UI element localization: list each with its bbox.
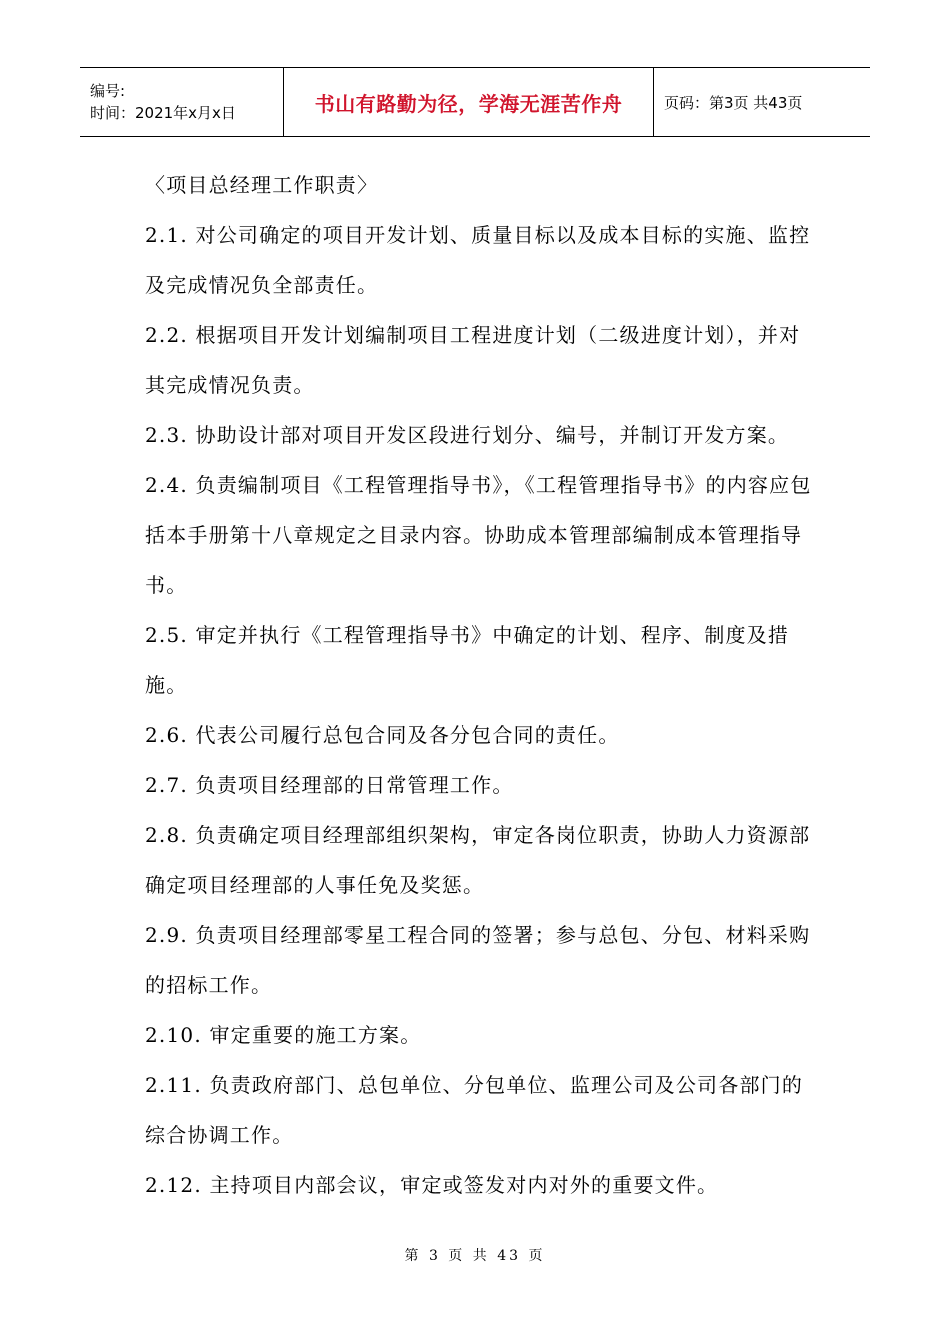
duty-item-2-9: 2.9. 负责项目经理部零星工程合同的签署；参与总包、分包、材料采购的招标工作。 bbox=[145, 923, 811, 997]
duty-item-2-5: 2.5. 审定并执行《工程管理指导书》中确定的计划、程序、制度及措施。 bbox=[145, 623, 790, 697]
duty-item-2-6: 2.6. 代表公司履行总包合同及各分包合同的责任。 bbox=[145, 723, 620, 747]
duty-item-2-12: 2.12. 主持项目内部会议，审定或签发对内对外的重要文件。 bbox=[145, 1173, 719, 1197]
header-page-info: 页码：第3页 共43页 bbox=[664, 93, 803, 112]
duty-item-2-7: 2.7. 负责项目经理部的日常管理工作。 bbox=[145, 773, 514, 797]
section-title: 〈项目总经理工作职责〉 bbox=[145, 173, 379, 197]
duty-item-2-3: 2.3. 协助设计部对项目开发区段进行划分、编号，并制订开发方案。 bbox=[145, 423, 790, 447]
header-meta bbox=[80, 68, 283, 136]
document-number-label: 编号: bbox=[90, 82, 126, 100]
page-footer: 第 3 页 共 43 页 bbox=[404, 1248, 546, 1264]
duty-item-2-4: 2.4. 负责编制项目《工程管理指导书》，《工程管理指导书》的内容应包括本手册第十八章规定之目录内容。协助成本管理部编制成本管理指导书。 bbox=[145, 473, 812, 597]
duty-item-2-1: 2.1. 对公司确定的项目开发计划、质量目标以及成本目标的实施、监控及完成情况负全部责任。 bbox=[145, 223, 811, 297]
duty-item-2-11: 2.11. 负责政府部门、总包单位、分包单位、监理公司及公司各部门的综合协调工作。 bbox=[145, 1073, 804, 1147]
duty-item-2-2: 2.2. 根据项目开发计划编制项目工程进度计划（二级进度计划），并对其完成情况负责。 bbox=[145, 323, 801, 397]
header-motto: 书山有路勤为径，学海无涯苦作舟 bbox=[314, 91, 623, 116]
document-body bbox=[145, 160, 815, 1210]
document-date: 时间：2021年x月x日 bbox=[90, 104, 236, 122]
duty-item-2-8: 2.8. 负责确定项目经理部组织架构，审定各岗位职责，协助人力资源部确定项目经理部的人事任免及奖惩。 bbox=[145, 823, 811, 897]
header-page-cell bbox=[654, 68, 870, 136]
page-header bbox=[80, 67, 870, 137]
duty-item-2-10: 2.10. 审定重要的施工方案。 bbox=[145, 1023, 422, 1047]
header-motto-cell bbox=[283, 68, 654, 136]
